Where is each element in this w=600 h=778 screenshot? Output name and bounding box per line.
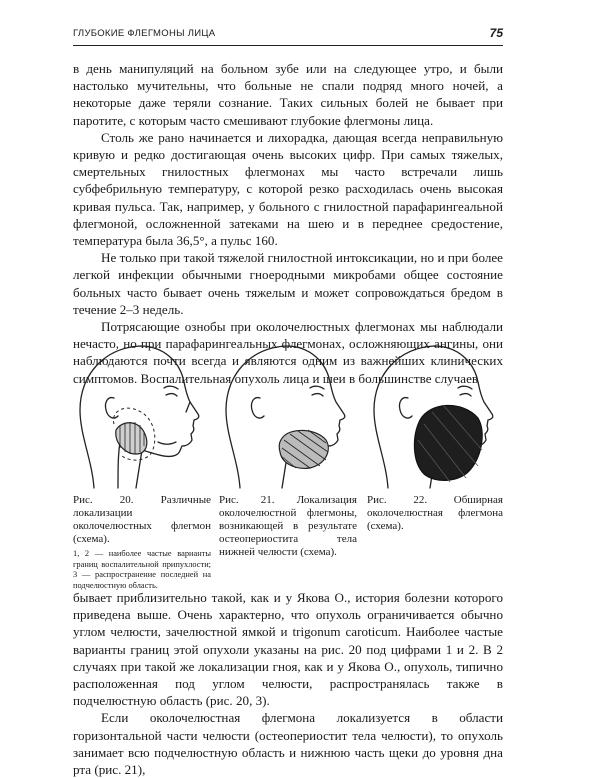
paragraph: в день манипуляций на больном зубе или на следующее утро, и были настолько мучительны, что больные не спали подряд много ночей, а некоторые даже теряли сознание. Таких сильных болей не бывает при паротите, с которым часто смешивают глубокие флегмоны лица. bbox=[73, 61, 503, 128]
figure-22-illustration bbox=[366, 340, 506, 490]
paragraph: Если околочелюстная флегмона локализуется в области горизонтальной части челюсти (остеопериостит тела челюсти), то опухоль занимает всю подчелюстную область и нижнюю часть щеки до уровня дна рта (рис. 21), bbox=[73, 710, 503, 778]
paragraph: бывает приблизительно такой, как и у Якова О., история болезни которого приведена выше. Очень характерно, что опухоль ограничивается обычно углом челюсти, зачелюстной ямкой и trigonum caroticum. Наиболее частые варианты границ этой опухоли указаны на рис. 20 под цифрами 1 и 2. В 2 случаях при такой же локализации гноя, как и у Якова О., опухоль, типично расположенная под углом челюсти, распространялась также в подчелюстную область (рис. 20, 3). bbox=[73, 590, 503, 709]
swelling-hatch-area bbox=[414, 405, 482, 482]
figure-22-caption bbox=[367, 494, 503, 533]
figure-20-illustration bbox=[72, 340, 212, 490]
swelling-hatch-area bbox=[279, 430, 328, 468]
figures-row bbox=[72, 340, 512, 490]
header-rule bbox=[73, 45, 503, 46]
figure-captions bbox=[73, 494, 513, 590]
page-header bbox=[73, 26, 503, 44]
caption-title: Рис. 20. Различные локализации околочелюстных флегмон (схема). bbox=[73, 494, 211, 545]
paragraph: Потрясающие ознобы при околочелюстных флегмонах мы наблюдали нечасто, но при парафарингеальных флегмонах, осложняющих ангины, они наблюдаются почти всегда и являются одним из важнейших клинических симптомов. Воспалительная опухоль лица и шеи в большинстве случаев bbox=[73, 319, 503, 386]
paragraph: Не только при такой тяжелой гнилостной интоксикации, но и при более легкой инфекции обычными гноеродными микробами общее состояние больных часто бывает очень тяжелым и может сопровождаться бредом в течение 2–3 недель. bbox=[73, 250, 503, 317]
paragraph: Столь же рано начинается и лихорадка, дающая всегда неправильную кривую и редко достигающая очень высоких цифр. При самых тяжелых, смертельных гнилостных флегмонах мы часто встречали лишь субфебрильную температуру, с которой резко расходилась очень высокая кривая пульса. Так, например, у больного с гнилостной парафарингеальной флегмоной, осложненной затеками на шею и в переднее средостение, температура была 36,5°, а пульс 160. bbox=[73, 129, 503, 249]
caption-title: Рис. 22. Обширная околочелюстная флегмона (схема). bbox=[367, 494, 503, 532]
figure-21-caption bbox=[219, 494, 357, 559]
figure-20-caption bbox=[73, 494, 211, 591]
page-number: 75 bbox=[489, 26, 503, 40]
caption-title: Рис. 21. Локализация околочелюстной флегмоны, возникающей в результате остеопериостита тела нижней челюсти (схема). bbox=[219, 494, 357, 558]
running-title: ГЛУБОКИЕ ФЛЕГМОНЫ ЛИЦА bbox=[73, 28, 216, 39]
body-text-top bbox=[73, 60, 503, 387]
figure-21-illustration bbox=[218, 340, 358, 490]
caption-note: 1, 2 — наиболее частые варианты границ воспалительной припухлости; 3 — распространение последней на подчелюстную область. bbox=[73, 549, 211, 590]
